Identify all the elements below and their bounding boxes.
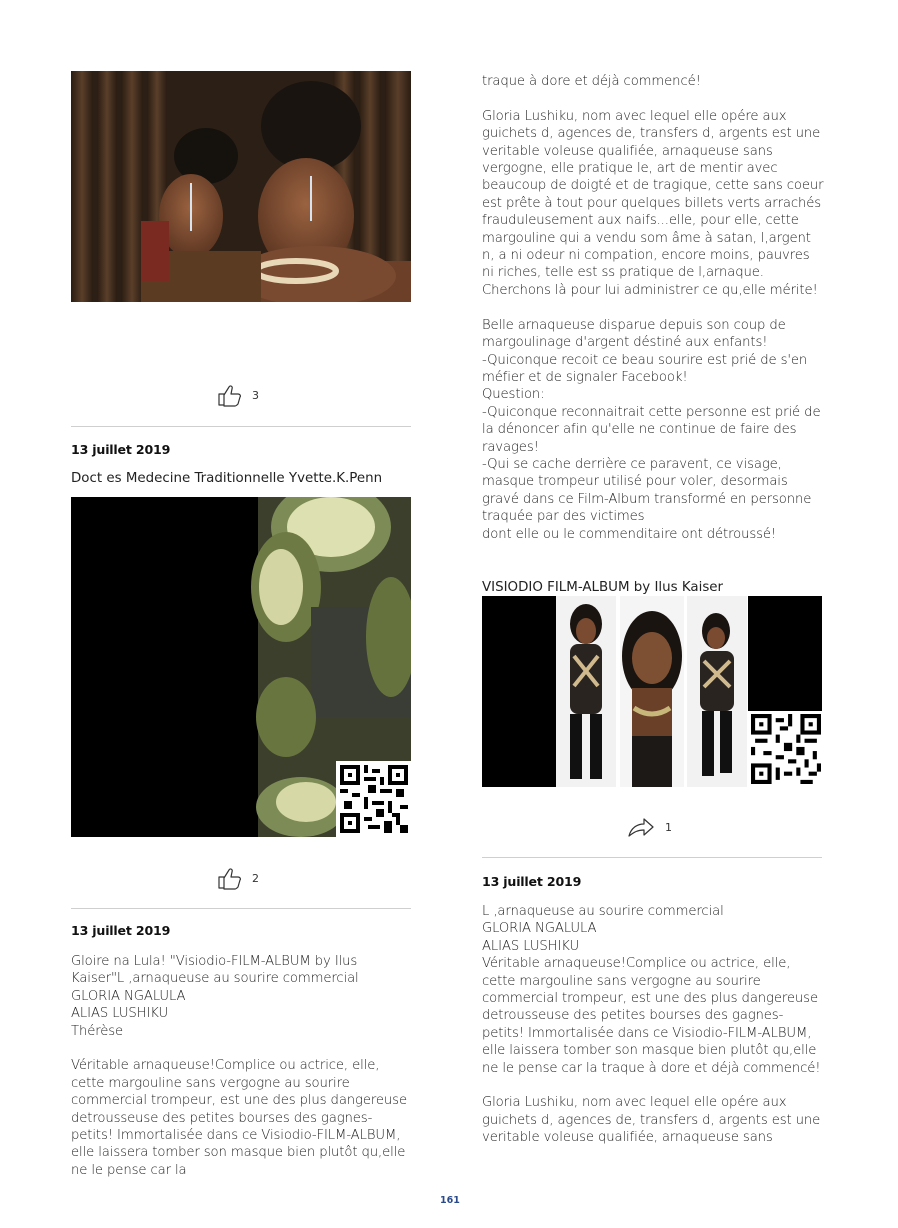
separator: [71, 908, 411, 909]
qr-code-icon: [340, 765, 408, 833]
qr-code-icon: [751, 714, 821, 784]
share-arrow-icon: [627, 815, 655, 839]
post-text: Gloire na Lula! "Visiodio-FILM-ALBUM by Ilus Kaiser"L ,arnaqueuse au sourire commercial GLORIA NGALULA ALIAS LUSHIKU Thérèse Véritable arnaqueuse!Complice ou actrice, elle, cette margouline sans vergogne au sourire commercial trompeur, est une des plus dangereuse detrousseuse des petites bourses des gagnes-petits! Immortalisée dans ce Visiodio-FILM-ALBUM, elle laissera tomber son masque bien plutôt qu,elle ne le pense car la: [71, 954, 407, 1178]
share-button[interactable]: [627, 814, 672, 840]
mother-daughter-photo: [71, 71, 411, 302]
like-count: 3: [252, 388, 259, 402]
post-text: traque à dore et déjà commencé! Gloria Lushiku, nom avec lequel elle opére aux guichets d, agences de, transfers d, argents est une veritable voleuse qualifiée, arnaqueuse sans vergogne, elle pratique le, art de mentir avec beaucoup de doigté et de tragique, cette sans coeur est prête à tout pour quelques billets verts arrachés frauduleusement aux naifs...elle, pour elle, cette margouline qui a vendu som âme à satan, l,argent n, a ni odeur ni compation, encore moins, pauvres ni riches, telle est ss pratique de l,arnaque. Cherchons là pour lui administrer ce qu,elle mérite! Belle arnaqueuse disparue depuis son coup de margoulinage d'argent déstiné aux enfants! -Quiconque recoit ce beau sourire est prié de s'en méfier et de signaler Facebook! Question: -Quiconque reconnaitrait cette personne est prié de la dénoncer afin qu'elle ne continue de faire des ravages! -Qui se cache derrière ce paravent, ce visage, masque trompeur utilisé pour voler, desormais gravé dans ce Film-Album transformé en personne traquée par des victimes dont elle ou le commenditaire ont détroussé!: [482, 74, 824, 542]
avocado-photo: [71, 497, 411, 837]
woman-collage-photo: [482, 596, 822, 787]
like-button[interactable]: [216, 865, 259, 891]
share-count: 1: [665, 820, 672, 834]
separator: [482, 857, 822, 858]
separator: [71, 426, 411, 427]
post-text: L ,arnaqueuse au sourire commercial GLORIA NGALULA ALIAS LUSHIKU Véritable arnaqueuse!Complice ou actrice, elle, cette margouline sans vergogne au sourire commercial trompeur, est une des plus dangereuse detrousseuse des petites bourses des gagnes-petits! Immortalisée dans ce Visiodio-FILM-ALBUM, elle laissera tomber son masque bien plutôt qu,elle ne le pense car la traque à dore et déjà commencé! Gloria Lushiku, nom avec lequel elle opére aux guichets d, agences de, transfers d, argents est une veritable voleuse qualifiée, arnaqueuse sans: [482, 904, 821, 1146]
page-number: 161: [440, 1195, 460, 1206]
post-date: 13 juillet 2019: [482, 874, 582, 889]
thumbs-up-icon: [216, 382, 242, 408]
album-title: VISIODIO FILM-ALBUM by Ilus Kaiser: [482, 580, 724, 595]
post-title: Doct es Medecine Traditionnelle Yvette.K.Penn: [71, 471, 383, 486]
post-date: 13 juillet 2019: [71, 442, 171, 457]
thumbs-up-icon: [216, 865, 242, 891]
post-date: 13 juillet 2019: [71, 923, 171, 938]
like-button[interactable]: [216, 382, 259, 408]
like-count: 2: [252, 871, 259, 885]
